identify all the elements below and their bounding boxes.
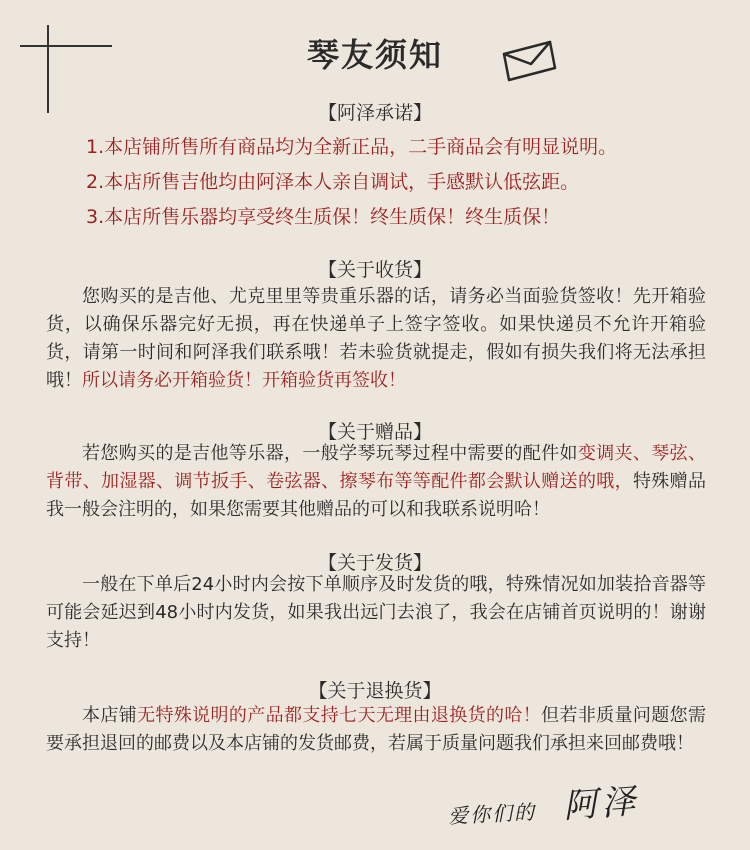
gifts-highlight: 变调夹、琴弦、背带、加湿器、调节扳手、卷弦器、擦琴布等等配件都会默认赠送的哦， [46, 443, 707, 492]
returns-text-before: 本店铺 [82, 705, 138, 726]
page-title: 琴友须知 [306, 36, 443, 74]
promise-item-3: 3.本店所售乐器均享受终生质保！终生质保！终生质保！ [86, 206, 561, 228]
shipping-heading: 【关于发货】 [317, 552, 432, 574]
receipt-highlight: 所以请务必开箱验货！开箱验货再签收！ [82, 370, 406, 391]
returns-heading: 【关于退换货】 [308, 680, 442, 702]
gifts-paragraph [46, 440, 706, 524]
shipping-paragraph: 一般在下单后24小时内会按下单顺序及时发货的哦，特殊情况如加装拾音器等可能会延迟到48小时内发货，如果我出远门去浪了，我会在店铺首页说明的！谢谢支持！ [46, 574, 706, 651]
gifts-text-after: 特殊赠品我一般会注明的，如果您需要其他赠品的可以和我联系说明哈！ [46, 471, 706, 520]
gifts-heading: 【关于赠品】 [317, 421, 432, 443]
promise-item-1: 1.本店铺所售所有商品均为全新正品，二手商品会有明显说明。 [86, 136, 618, 158]
signature [448, 776, 688, 836]
promise-item-2: 2.本店所售吉他均由阿泽本人亲自调试，手感默认低弦距。 [86, 171, 580, 193]
receipt-paragraph [46, 283, 706, 395]
receipt-heading: 【关于收货】 [317, 259, 432, 281]
promise-heading: 【阿泽承诺】 [317, 102, 432, 124]
returns-text-after: 但若非质量问题您需要承担退回的邮费以及本店铺的发货邮费，若属于质量问题我们承担来回邮费哦！ [46, 705, 707, 754]
signature-name: 阿泽 [561, 781, 641, 827]
signature-greeting: 爱你们的 [447, 799, 537, 829]
receipt-text: 您购买的是吉他、尤克里里等贵重乐器的话，请务必当面验货签收！先开箱验货，以确保乐器完好无损，再在快递单子上签字签收。如果快递员不允许开箱验货，请第一时间和阿泽我们联系哦！若未验货就提走，假如有损失我们将无法承担哦！ [46, 286, 706, 391]
returns-highlight: 无特殊说明的产品都支持七天无理由退换货的哈！ [137, 705, 542, 726]
returns-paragraph [46, 702, 706, 758]
gifts-text-before: 若您购买的是吉他等乐器，一般学琴玩琴过程中需要的配件如 [82, 443, 578, 464]
